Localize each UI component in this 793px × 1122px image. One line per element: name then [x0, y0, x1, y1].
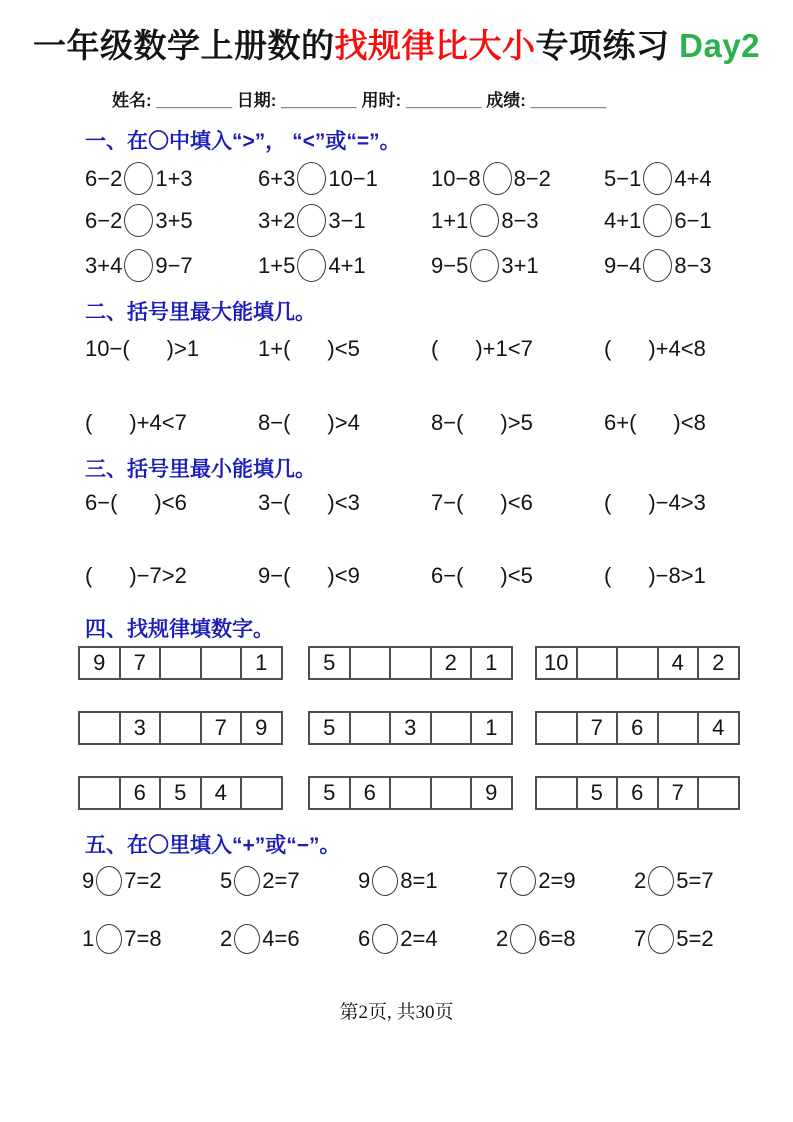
expression-post: )>1 — [166, 336, 200, 361]
comparison-problem — [431, 162, 604, 195]
answer-blank[interactable] — [290, 565, 327, 587]
section5-row1 — [82, 866, 772, 896]
left-expression: 1+5 — [258, 252, 296, 278]
section1-heading: 一、在〇中填入“>”， “<”或“=”。 — [85, 130, 401, 153]
right-expression: 8=1 — [400, 868, 438, 893]
section5-row2 — [82, 924, 772, 954]
table-cell[interactable] — [578, 646, 619, 680]
comparison-problem — [258, 162, 431, 195]
answer-circle[interactable] — [96, 924, 122, 954]
table-cell: 9 — [242, 711, 283, 745]
answer-circle[interactable] — [124, 204, 153, 237]
left-number: 1 — [82, 926, 95, 951]
table-cell: 5 — [161, 776, 202, 810]
right-expression: 10−1 — [328, 165, 378, 191]
page-title — [0, 20, 793, 67]
operator-problem — [220, 924, 358, 954]
answer-blank[interactable] — [463, 565, 500, 587]
answer-blank[interactable] — [611, 565, 648, 587]
right-expression: 2=7 — [262, 868, 300, 893]
right-expression: 8−3 — [674, 252, 712, 278]
title-part-grade: 一年级数学上册数的 — [32, 27, 335, 64]
table-cell[interactable] — [391, 646, 432, 680]
answer-circle[interactable] — [297, 204, 326, 237]
table-cell: 3 — [121, 711, 162, 745]
right-expression: 4+1 — [328, 252, 366, 278]
table-cell: 6 — [121, 776, 162, 810]
answer-circle[interactable] — [297, 162, 326, 195]
expression-post: )>5 — [500, 410, 533, 435]
student-info-line: 姓名: ________ 日期: ________ 用时: ________ 成绩: ________ — [112, 91, 607, 110]
right-expression: 3+1 — [501, 252, 539, 278]
expression-pre: 10−( — [85, 336, 130, 361]
left-number: 5 — [220, 868, 233, 893]
section1-row1 — [85, 162, 777, 195]
table-cell: 3 — [391, 711, 432, 745]
table-cell: 7 — [202, 711, 243, 745]
table-cell[interactable] — [161, 711, 202, 745]
table-cell: 6 — [618, 711, 659, 745]
expression-post: )<5 — [500, 563, 533, 588]
expression-pre: 8−( — [431, 410, 464, 435]
operator-problem — [220, 866, 358, 896]
section2-row1 — [85, 336, 777, 362]
left-number: 9 — [358, 868, 371, 893]
right-expression: 4=6 — [262, 926, 300, 951]
left-expression: 6+3 — [258, 165, 296, 191]
fill-blank-problem — [258, 490, 431, 516]
table-cell[interactable] — [391, 776, 432, 810]
fill-blank-problem — [85, 490, 258, 516]
section1-row3 — [85, 249, 777, 282]
fill-blank-problem — [431, 410, 604, 436]
left-number: 6 — [358, 926, 371, 951]
pattern-table — [78, 711, 283, 745]
left-expression: 10−8 — [431, 165, 481, 191]
table-cell: 2 — [699, 646, 740, 680]
table-cell: 9 — [78, 646, 121, 680]
right-expression: 2=9 — [538, 868, 576, 893]
answer-blank[interactable] — [117, 492, 154, 514]
expression-post: )<8 — [673, 410, 706, 435]
left-expression: 5−1 — [604, 165, 642, 191]
expression-post: )−7>2 — [129, 563, 187, 588]
left-number: 7 — [634, 926, 647, 951]
expression-pre: 9−( — [258, 563, 291, 588]
right-expression: 3−1 — [328, 207, 366, 233]
answer-circle[interactable] — [372, 924, 398, 954]
answer-blank[interactable] — [438, 338, 475, 360]
left-number: 7 — [496, 868, 509, 893]
answer-blank[interactable] — [636, 412, 673, 434]
answer-circle[interactable] — [648, 924, 674, 954]
left-expression: 9−4 — [604, 252, 642, 278]
answer-blank[interactable] — [463, 492, 500, 514]
left-number: 9 — [82, 868, 95, 893]
expression-pre: ( — [85, 410, 93, 435]
fill-blank-problem — [85, 336, 258, 362]
table-cell[interactable] — [699, 776, 740, 810]
left-expression: 1+1 — [431, 207, 469, 233]
table-cell: 4 — [202, 776, 243, 810]
expression-pre: ( — [604, 336, 612, 361]
expression-pre: 6+( — [604, 410, 637, 435]
left-expression: 6−2 — [85, 165, 123, 191]
table-cell: 1 — [472, 711, 513, 745]
right-expression: 9−7 — [155, 252, 193, 278]
expression-post: )<6 — [500, 490, 533, 515]
table-cell[interactable] — [242, 776, 283, 810]
fill-blank-problem — [85, 410, 258, 436]
table-cell: 4 — [659, 646, 700, 680]
fill-blank-problem — [258, 336, 431, 362]
expression-pre: 3−( — [258, 490, 291, 515]
operator-problem — [358, 924, 496, 954]
expression-post: )<3 — [327, 490, 360, 515]
expression-pre: 8−( — [258, 410, 291, 435]
title-part-topic: 找规律比大小 — [334, 27, 536, 64]
title-part-practice: 专项练习 — [535, 27, 670, 64]
fill-blank-problem — [604, 490, 777, 516]
expression-pre: ( — [604, 490, 612, 515]
section2-row2 — [85, 410, 777, 436]
fill-blank-problem — [431, 490, 604, 516]
answer-blank[interactable] — [92, 565, 129, 587]
left-expression: 3+4 — [85, 252, 123, 278]
table-cell: 9 — [472, 776, 513, 810]
answer-circle[interactable] — [643, 249, 672, 282]
fill-blank-problem — [431, 563, 604, 589]
right-expression: 7=8 — [124, 926, 162, 951]
comparison-problem — [258, 204, 431, 237]
right-expression: 3+5 — [155, 207, 193, 233]
answer-circle[interactable] — [297, 249, 326, 282]
table-cell[interactable] — [351, 711, 392, 745]
operator-problem — [634, 866, 772, 896]
left-number: 2 — [496, 926, 509, 951]
answer-circle[interactable] — [124, 249, 153, 282]
left-number: 2 — [634, 868, 647, 893]
table-cell[interactable] — [161, 646, 202, 680]
expression-post: )−4>3 — [648, 490, 706, 515]
table-cell[interactable] — [351, 646, 392, 680]
comparison-problem — [431, 204, 604, 237]
table-cell: 7 — [578, 711, 619, 745]
answer-blank[interactable] — [290, 412, 327, 434]
expression-post: )+4<8 — [648, 336, 706, 361]
table-cell: 2 — [432, 646, 473, 680]
section4-heading: 四、找规律填数字。 — [85, 618, 274, 641]
table-cell: 1 — [242, 646, 283, 680]
table-cell: 6 — [351, 776, 392, 810]
fill-blank-problem — [431, 336, 604, 362]
answer-circle[interactable] — [643, 204, 672, 237]
fill-blank-problem — [604, 410, 777, 436]
pattern-table — [308, 776, 513, 810]
table-cell[interactable] — [78, 711, 121, 745]
answer-circle[interactable] — [648, 866, 674, 896]
expression-pre: ( — [85, 563, 93, 588]
expression-pre: 6−( — [85, 490, 118, 515]
answer-circle[interactable] — [96, 866, 122, 896]
answer-circle[interactable] — [124, 162, 153, 195]
comparison-problem — [85, 204, 258, 237]
table-cell[interactable] — [78, 776, 121, 810]
answer-circle[interactable] — [483, 162, 512, 195]
right-expression: 4+4 — [674, 165, 712, 191]
section5-heading: 五、在〇里填入“+”或“−”。 — [85, 834, 341, 857]
fill-blank-problem — [258, 410, 431, 436]
pattern-table — [78, 646, 283, 680]
fill-blank-problem — [604, 563, 777, 589]
operator-problem — [496, 866, 634, 896]
answer-blank[interactable] — [290, 492, 327, 514]
pattern-table — [78, 776, 283, 810]
pattern-table — [308, 646, 513, 680]
left-expression: 9−5 — [431, 252, 469, 278]
expression-pre: 7−( — [431, 490, 464, 515]
right-expression: 1+3 — [155, 165, 193, 191]
answer-blank[interactable] — [92, 412, 129, 434]
pattern-table — [535, 711, 740, 745]
answer-blank[interactable] — [463, 412, 500, 434]
comparison-problem — [431, 249, 604, 282]
operator-problem — [82, 866, 220, 896]
answer-blank[interactable] — [130, 338, 167, 360]
table-cell: 5 — [578, 776, 619, 810]
expression-post: )<5 — [327, 336, 360, 361]
answer-circle[interactable] — [234, 924, 260, 954]
table-cell[interactable] — [618, 646, 659, 680]
pattern-table — [308, 711, 513, 745]
answer-blank[interactable] — [611, 338, 648, 360]
right-expression: 5=7 — [676, 868, 714, 893]
fill-blank-problem — [604, 336, 777, 362]
expression-post: )<9 — [327, 563, 360, 588]
expression-post: )+1<7 — [475, 336, 533, 361]
left-number: 2 — [220, 926, 233, 951]
table-cell: 6 — [618, 776, 659, 810]
table-cell: 1 — [472, 646, 513, 680]
right-expression: 7=2 — [124, 868, 162, 893]
right-expression: 6−1 — [674, 207, 712, 233]
table-cell: 5 — [308, 776, 351, 810]
answer-circle[interactable] — [510, 924, 536, 954]
answer-blank[interactable] — [611, 492, 648, 514]
right-expression: 8−2 — [513, 165, 551, 191]
table-cell: 5 — [308, 646, 351, 680]
fill-blank-problem — [258, 563, 431, 589]
left-expression: 6−2 — [85, 207, 123, 233]
expression-post: )−8>1 — [648, 563, 706, 588]
comparison-problem — [85, 162, 258, 195]
comparison-problem — [85, 249, 258, 282]
expression-pre: ( — [431, 336, 439, 361]
section3-row2 — [85, 563, 777, 589]
title-part-day: Day2 — [669, 27, 761, 64]
answer-circle[interactable] — [470, 204, 499, 237]
pattern-table — [535, 776, 740, 810]
left-expression: 4+1 — [604, 207, 642, 233]
answer-circle[interactable] — [470, 249, 499, 282]
section3-row1 — [85, 490, 777, 516]
table-cell: 4 — [699, 711, 740, 745]
table-cell: 10 — [535, 646, 578, 680]
right-expression: 2=4 — [400, 926, 438, 951]
table-cell: 7 — [659, 776, 700, 810]
section2-heading: 二、括号里最大能填几。 — [85, 301, 316, 324]
right-expression: 6=8 — [538, 926, 576, 951]
table-cell[interactable] — [535, 776, 578, 810]
operator-problem — [82, 924, 220, 954]
answer-circle[interactable] — [510, 866, 536, 896]
table-cell[interactable] — [202, 646, 243, 680]
comparison-problem — [604, 249, 777, 282]
table-cell[interactable] — [659, 711, 700, 745]
left-expression: 3+2 — [258, 207, 296, 233]
expression-post: )+4<7 — [129, 410, 187, 435]
answer-circle[interactable] — [372, 866, 398, 896]
answer-circle[interactable] — [234, 866, 260, 896]
table-cell[interactable] — [432, 711, 473, 745]
comparison-problem — [604, 162, 777, 195]
expression-pre: 6−( — [431, 563, 464, 588]
right-expression: 8−3 — [501, 207, 539, 233]
table-cell[interactable] — [535, 711, 578, 745]
expression-post: )>4 — [327, 410, 360, 435]
table-cell: 5 — [308, 711, 351, 745]
expression-post: )<6 — [154, 490, 187, 515]
expression-pre: 1+( — [258, 336, 291, 361]
right-expression: 5=2 — [676, 926, 714, 951]
table-cell[interactable] — [432, 776, 473, 810]
comparison-problem — [604, 204, 777, 237]
operator-problem — [496, 924, 634, 954]
operator-problem — [634, 924, 772, 954]
table-cell: 7 — [121, 646, 162, 680]
answer-blank[interactable] — [290, 338, 327, 360]
answer-circle[interactable] — [643, 162, 672, 195]
page-footer: 第2页, 共30页 — [339, 1002, 454, 1023]
pattern-table — [535, 646, 740, 680]
comparison-problem — [258, 249, 431, 282]
expression-pre: ( — [604, 563, 612, 588]
section1-row2 — [85, 204, 777, 237]
operator-problem — [358, 866, 496, 896]
fill-blank-problem — [85, 563, 258, 589]
section3-heading: 三、括号里最小能填几。 — [85, 458, 316, 481]
